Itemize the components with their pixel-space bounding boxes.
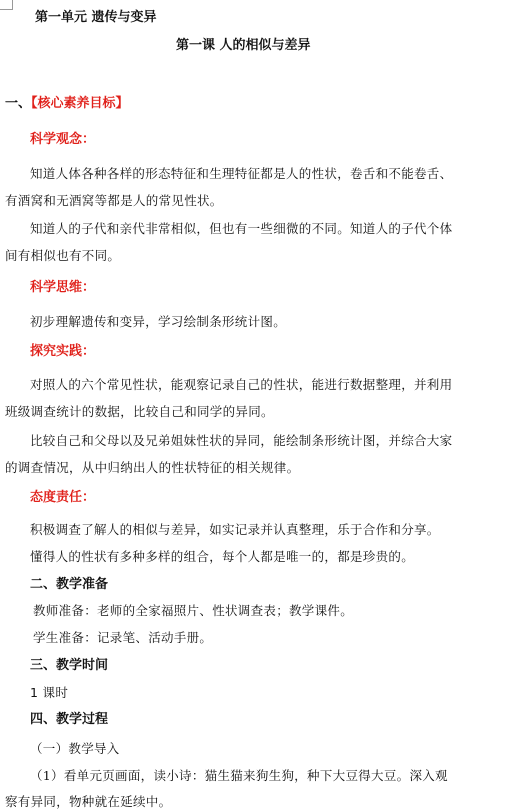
paragraph-line: 比较自己和父母以及兄弟姐妹性状的异同，能绘制条形统计图，并综合大家 bbox=[30, 433, 453, 448]
paragraph-line: 察有异同，物种就在延续中。 bbox=[5, 794, 172, 809]
section1-heading bbox=[5, 96, 129, 112]
paragraph-line: 间有相似也有不同。 bbox=[5, 248, 121, 263]
paragraph-line: 积极调查了解人的相似与差异，如实记录并认真整理，乐于合作和分享。 bbox=[30, 522, 440, 537]
paragraph-line: 初步理解遗传和变异，学习绘制条形统计图。 bbox=[30, 314, 287, 329]
paragraph-line: 班级调查统计的数据，比较自己和同学的异同。 bbox=[5, 404, 274, 419]
student-prep: 学生准备：记录笔、活动手册。 bbox=[33, 630, 213, 645]
paragraph-line: 知道人的子代和亲代非常相似，但也有一些细微的不同。知道人的子代个体 bbox=[30, 221, 453, 236]
sub-heading: （一）教学导入 bbox=[30, 741, 120, 756]
section4-heading: 四、教学过程 bbox=[30, 712, 109, 727]
margin-mark bbox=[0, 9, 13, 10]
unit-title: 第一单元 遗传与变异 bbox=[35, 10, 157, 25]
lesson-title: 第一课 人的相似与差异 bbox=[176, 38, 311, 53]
lesson-duration: 1 课时 bbox=[30, 685, 69, 700]
science-concept-heading: 科学观念： bbox=[30, 132, 96, 147]
paragraph-line: 的调查情况，从中归纳出人的性状特征的相关规律。 bbox=[5, 460, 300, 475]
attitude-heading: 态度责任： bbox=[30, 490, 96, 505]
paragraph-line: （1）看单元页画面，读小诗：猫生猫来狗生狗，种下大豆得大豆。深入观 bbox=[30, 768, 448, 783]
section2-heading: 二、教学准备 bbox=[30, 577, 109, 592]
paragraph-line: 对照人的六个常见性状，能观察记录自己的性状，能进行数据整理，并利用 bbox=[30, 377, 453, 392]
section3-heading: 三、教学时间 bbox=[30, 658, 109, 673]
science-thinking-heading: 科学思维： bbox=[30, 280, 96, 295]
section1-number: 一、 bbox=[5, 96, 32, 111]
teacher-prep: 教师准备：老师的全家福照片、性状调查表；教学课件。 bbox=[33, 603, 354, 618]
inquiry-practice-heading: 探究实践： bbox=[30, 344, 96, 359]
paragraph-line: 知道人体各种各样的形态特征和生理特征都是人的性状，卷舌和不能卷舌、 bbox=[30, 166, 453, 181]
section1-label: 【核心素养目标】 bbox=[31, 96, 129, 111]
paragraph-line: 懂得人的性状有多种多样的组合，每个人都是唯一的，都是珍贵的。 bbox=[30, 549, 415, 564]
paragraph-line: 有酒窝和无酒窝等都是人的常见性状。 bbox=[5, 193, 223, 208]
margin-mark bbox=[12, 0, 13, 9]
